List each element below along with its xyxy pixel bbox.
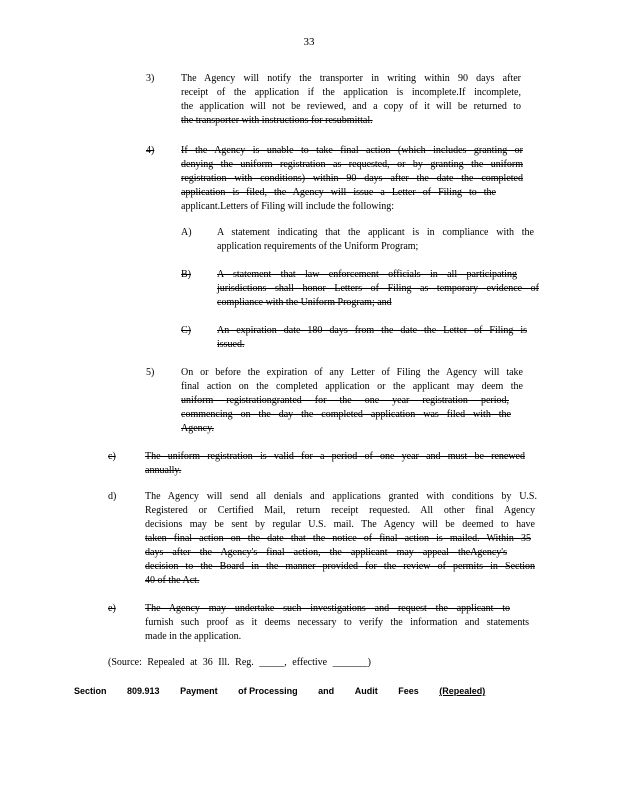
item-d-line-6: decision to the Board in the manner provided for the review of permits in Section <box>145 561 535 572</box>
item-4-line-2: denying the uniform registration as requested, or by granting the uniform <box>181 159 523 170</box>
item-3-line-3: the application will not be reviewed, and a copy of it will be returned to <box>181 101 521 112</box>
item-B-line-2: jurisdictions shall honor Letters of Filing as temporary evidence of <box>217 283 539 294</box>
item-d-line-7: 40 of the Act. <box>145 575 200 586</box>
item-5-label: 5) <box>146 367 155 378</box>
item-e-line-1: The Agency may undertake such investigations and request the applicant to <box>145 603 510 614</box>
item-d-label: d) <box>108 491 117 502</box>
item-B-line-1: A statement that law enforcement officials in all participating <box>217 269 517 280</box>
item-C-label: C) <box>181 325 191 336</box>
item-C-line-2: issued. <box>217 339 245 350</box>
item-d-line-3: decisions may be sent by regular U.S. mail. The Agency will be deemed to have <box>145 519 535 530</box>
item-e-line-3: made in the application. <box>145 631 242 642</box>
item-c-label: c) <box>108 451 116 462</box>
section-word: Section <box>74 686 107 696</box>
item-A-line-1: A statement indicating that the applicant is in compliance with the <box>217 227 534 238</box>
item-3-line-1: The Agency will notify the transporter in writing within 90 days after <box>181 73 521 84</box>
section-status: (Repealed) <box>439 686 486 696</box>
item-4-line-4: application is filed, the Agency will issue a Letter of Filing to the <box>181 187 496 198</box>
section-number: 809.913 <box>127 686 160 696</box>
source-note: (Source: Repealed at 36 Ill. Reg. _____, effective _______) <box>108 657 371 668</box>
item-c-line-2: annually. <box>145 465 182 476</box>
item-e-line-2: furnish such proof as it deems necessary to verify the information and statements <box>145 617 529 628</box>
item-3-label: 3) <box>146 73 155 84</box>
item-5-line-4: commencing on the day the completed application was filed with the <box>181 409 511 420</box>
item-5-line-3: uniform registrationgranted for the one year registration period, <box>181 395 509 406</box>
section-title-word-2: of Processing <box>238 686 298 696</box>
item-e-label: e) <box>108 603 116 614</box>
item-c-line-1: The uniform registration is valid for a period of one year and must be renewed <box>145 451 525 462</box>
item-5-line-2: final action on the completed application or the applicant may deem the <box>181 381 523 392</box>
item-d-line-4: taken final action on the date that the notice of final action is mailed. Within 35 <box>145 533 531 544</box>
section-title-word-1: Payment <box>180 686 218 696</box>
section-title-word-5: Fees <box>398 686 419 696</box>
section-title-word-4: Audit <box>354 686 378 696</box>
item-5-line-1: On or before the expiration of any Letter of Filing the Agency will take <box>181 367 523 378</box>
item-4-label: 4) <box>146 145 155 156</box>
section-title-word-3: and <box>318 686 335 696</box>
item-A-label: A) <box>181 227 192 238</box>
item-d-line-1: The Agency will send all denials and applications granted with conditions by U.S. <box>145 491 537 502</box>
page-number: 33 <box>303 36 315 48</box>
item-d-line-5: days after the Agency's final action, the applicant may appeal theAgency's <box>145 547 507 558</box>
item-3-line-4: the transporter with instructions for resubmittal. <box>181 115 373 126</box>
item-3-line-2: receipt of the application if the application is incomplete.If incomplete, <box>181 87 521 98</box>
item-d-line-2: Registered or Certified Mail, return receipt requested. All other final Agency <box>145 505 535 516</box>
item-4-line-1: If the Agency is unable to take final action (which includes granting or <box>181 145 523 156</box>
section-heading <box>74 686 529 696</box>
item-A-line-2: application requirements of the Uniform Program; <box>217 241 419 252</box>
item-B-line-3: compliance with the Uniform Program; and <box>217 297 392 308</box>
item-4-line-3: registration with conditions) within 90 days after the date the completed <box>181 173 523 184</box>
item-4-line-5: applicant.Letters of Filing will include the following: <box>181 201 395 212</box>
item-C-line-1: An expiration date 180 days from the date the Letter of Filing is <box>217 325 527 336</box>
item-5-line-5: Agency. <box>181 423 214 434</box>
item-B-label: B) <box>181 269 191 280</box>
